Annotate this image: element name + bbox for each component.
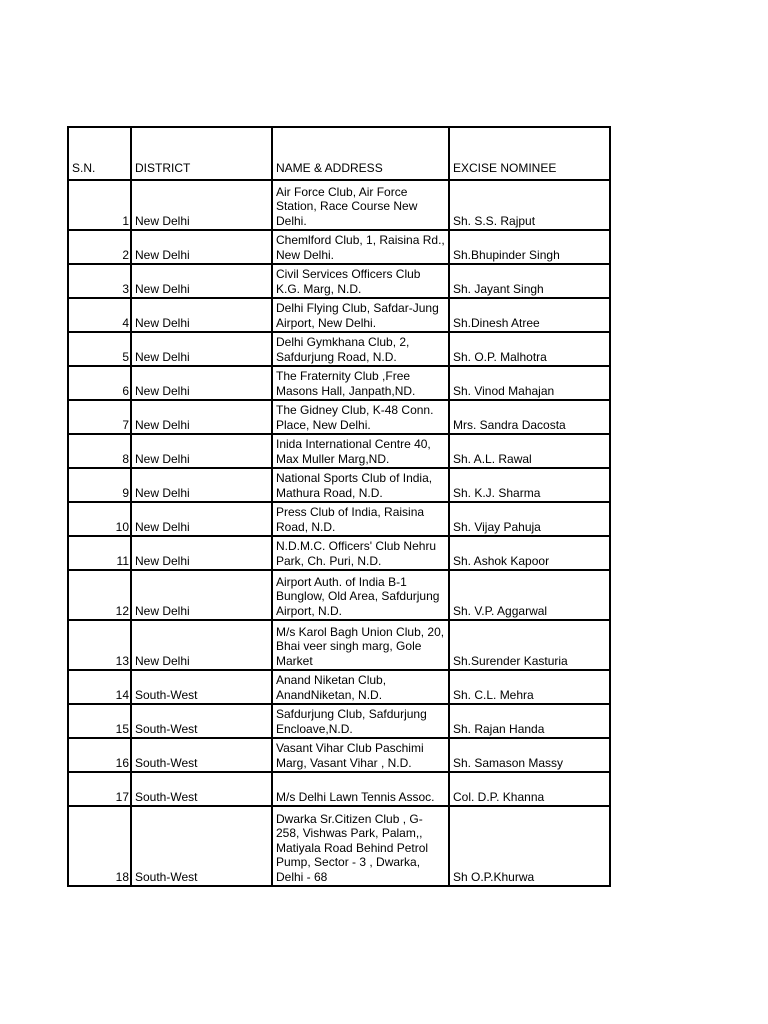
- district-cell: South-West: [131, 704, 272, 738]
- district-cell: New Delhi: [131, 264, 272, 298]
- district-cell: South-West: [131, 738, 272, 772]
- address-cell: M/s Delhi Lawn Tennis Assoc.: [272, 772, 449, 806]
- sn-cell: 6: [68, 366, 131, 400]
- address-cell: M/s Karol Bagh Union Club, 20, Bhai veer singh marg, Gole Market: [272, 620, 449, 670]
- nominee-cell: Sh. K.J. Sharma: [449, 468, 610, 502]
- address-cell: Delhi Flying Club, Safdar-Jung Airport, New Delhi.: [272, 298, 449, 332]
- table-row: [68, 230, 610, 264]
- district-cell: New Delhi: [131, 620, 272, 670]
- address-cell: Airport Auth. of India B-1 Bunglow, Old Area, Safdurjung Airport, N.D.: [272, 570, 449, 620]
- table-row: [68, 738, 610, 772]
- nominee-cell: Sh. V.P. Aggarwal: [449, 570, 610, 620]
- nominee-cell: Sh. S.S. Rajput: [449, 180, 610, 230]
- table-row: [68, 332, 610, 366]
- table-row: [68, 670, 610, 704]
- sn-cell: 9: [68, 468, 131, 502]
- sn-cell: 16: [68, 738, 131, 772]
- sn-cell: 17: [68, 772, 131, 806]
- nominee-cell: Mrs. Sandra Dacosta: [449, 400, 610, 434]
- district-cell: New Delhi: [131, 434, 272, 468]
- nominee-cell: Sh.Bhupinder Singh: [449, 230, 610, 264]
- district-cell: New Delhi: [131, 468, 272, 502]
- district-cell: New Delhi: [131, 400, 272, 434]
- nominee-table: [67, 126, 611, 887]
- district-cell: New Delhi: [131, 298, 272, 332]
- address-cell: N.D.M.C. Officers' Club Nehru Park, Ch. Puri, N.D.: [272, 536, 449, 570]
- district-cell: New Delhi: [131, 180, 272, 230]
- address-cell: Anand Niketan Club, AnandNiketan, N.D.: [272, 670, 449, 704]
- district-cell: South-West: [131, 772, 272, 806]
- nominee-cell: Sh. Vinod Mahajan: [449, 366, 610, 400]
- address-cell: The Gidney Club, K-48 Conn. Place, New Delhi.: [272, 400, 449, 434]
- nominee-cell: Sh. C.L. Mehra: [449, 670, 610, 704]
- address-cell: Safdurjung Club, Safdurjung Encloave,N.D.: [272, 704, 449, 738]
- district-cell: South-West: [131, 806, 272, 886]
- table-row: [68, 772, 610, 806]
- table-row: [68, 704, 610, 738]
- table-row: [68, 264, 610, 298]
- table-row: [68, 806, 610, 886]
- table-row: [68, 620, 610, 670]
- sn-cell: 5: [68, 332, 131, 366]
- address-cell: The Fraternity Club ,Free Masons Hall, Janpath,ND.: [272, 366, 449, 400]
- district-cell: New Delhi: [131, 332, 272, 366]
- nominee-cell: Sh. O.P. Malhotra: [449, 332, 610, 366]
- address-cell: Vasant Vihar Club Paschimi Marg, Vasant Vihar , N.D.: [272, 738, 449, 772]
- address-cell: Civil Services Officers Club K.G. Marg, N.D.: [272, 264, 449, 298]
- sn-cell: 3: [68, 264, 131, 298]
- header-name-address: NAME & ADDRESS: [272, 127, 449, 180]
- nominee-cell: Sh O.P.Khurwa: [449, 806, 610, 886]
- address-cell: National Sports Club of India, Mathura Road, N.D.: [272, 468, 449, 502]
- sn-cell: 1: [68, 180, 131, 230]
- sn-cell: 14: [68, 670, 131, 704]
- sn-cell: 2: [68, 230, 131, 264]
- nominee-cell: Sh. Samason Massy: [449, 738, 610, 772]
- address-cell: Inida International Centre 40, Max Muller Marg,ND.: [272, 434, 449, 468]
- header-sn: S.N.: [68, 127, 131, 180]
- sn-cell: 15: [68, 704, 131, 738]
- nominee-cell: Sh.Dinesh Atree: [449, 298, 610, 332]
- district-cell: South-West: [131, 670, 272, 704]
- district-cell: New Delhi: [131, 570, 272, 620]
- nominee-cell: Sh.Surender Kasturia: [449, 620, 610, 670]
- nominee-cell: Sh. Vijay Pahuja: [449, 502, 610, 536]
- table-row: [68, 400, 610, 434]
- sn-cell: 4: [68, 298, 131, 332]
- table-row: [68, 366, 610, 400]
- table-row: [68, 502, 610, 536]
- table-row: [68, 180, 610, 230]
- nominee-cell: Col. D.P. Khanna: [449, 772, 610, 806]
- sn-cell: 11: [68, 536, 131, 570]
- header-district: DISTRICT: [131, 127, 272, 180]
- sn-cell: 13: [68, 620, 131, 670]
- nominee-cell: Sh. Rajan Handa: [449, 704, 610, 738]
- address-cell: Press Club of India, Raisina Road, N.D.: [272, 502, 449, 536]
- district-cell: New Delhi: [131, 502, 272, 536]
- header-row: [68, 127, 610, 180]
- nominee-cell: Sh. Ashok Kapoor: [449, 536, 610, 570]
- nominee-cell: Sh. Jayant Singh: [449, 264, 610, 298]
- address-cell: Dwarka Sr.Citizen Club , G-258, Vishwas Park, Palam,, Matiyala Road Behind Petrol Pump, Sector - 3 , Dwarka, Delhi - 68: [272, 806, 449, 886]
- table-row: [68, 536, 610, 570]
- nominee-cell: Sh. A.L. Rawal: [449, 434, 610, 468]
- district-cell: New Delhi: [131, 536, 272, 570]
- address-cell: Chemlford Club, 1, Raisina Rd., New Delhi.: [272, 230, 449, 264]
- table-row: [68, 468, 610, 502]
- table-row: [68, 570, 610, 620]
- district-cell: New Delhi: [131, 366, 272, 400]
- header-excise-nominee: EXCISE NOMINEE: [449, 127, 610, 180]
- sn-cell: 7: [68, 400, 131, 434]
- table-row: [68, 434, 610, 468]
- address-cell: Air Force Club, Air Force Station, Race Course New Delhi.: [272, 180, 449, 230]
- table-row: [68, 298, 610, 332]
- district-cell: New Delhi: [131, 230, 272, 264]
- sn-cell: 8: [68, 434, 131, 468]
- address-cell: Delhi Gymkhana Club, 2, Safdurjung Road, N.D.: [272, 332, 449, 366]
- sn-cell: 18: [68, 806, 131, 886]
- sn-cell: 10: [68, 502, 131, 536]
- sn-cell: 12: [68, 570, 131, 620]
